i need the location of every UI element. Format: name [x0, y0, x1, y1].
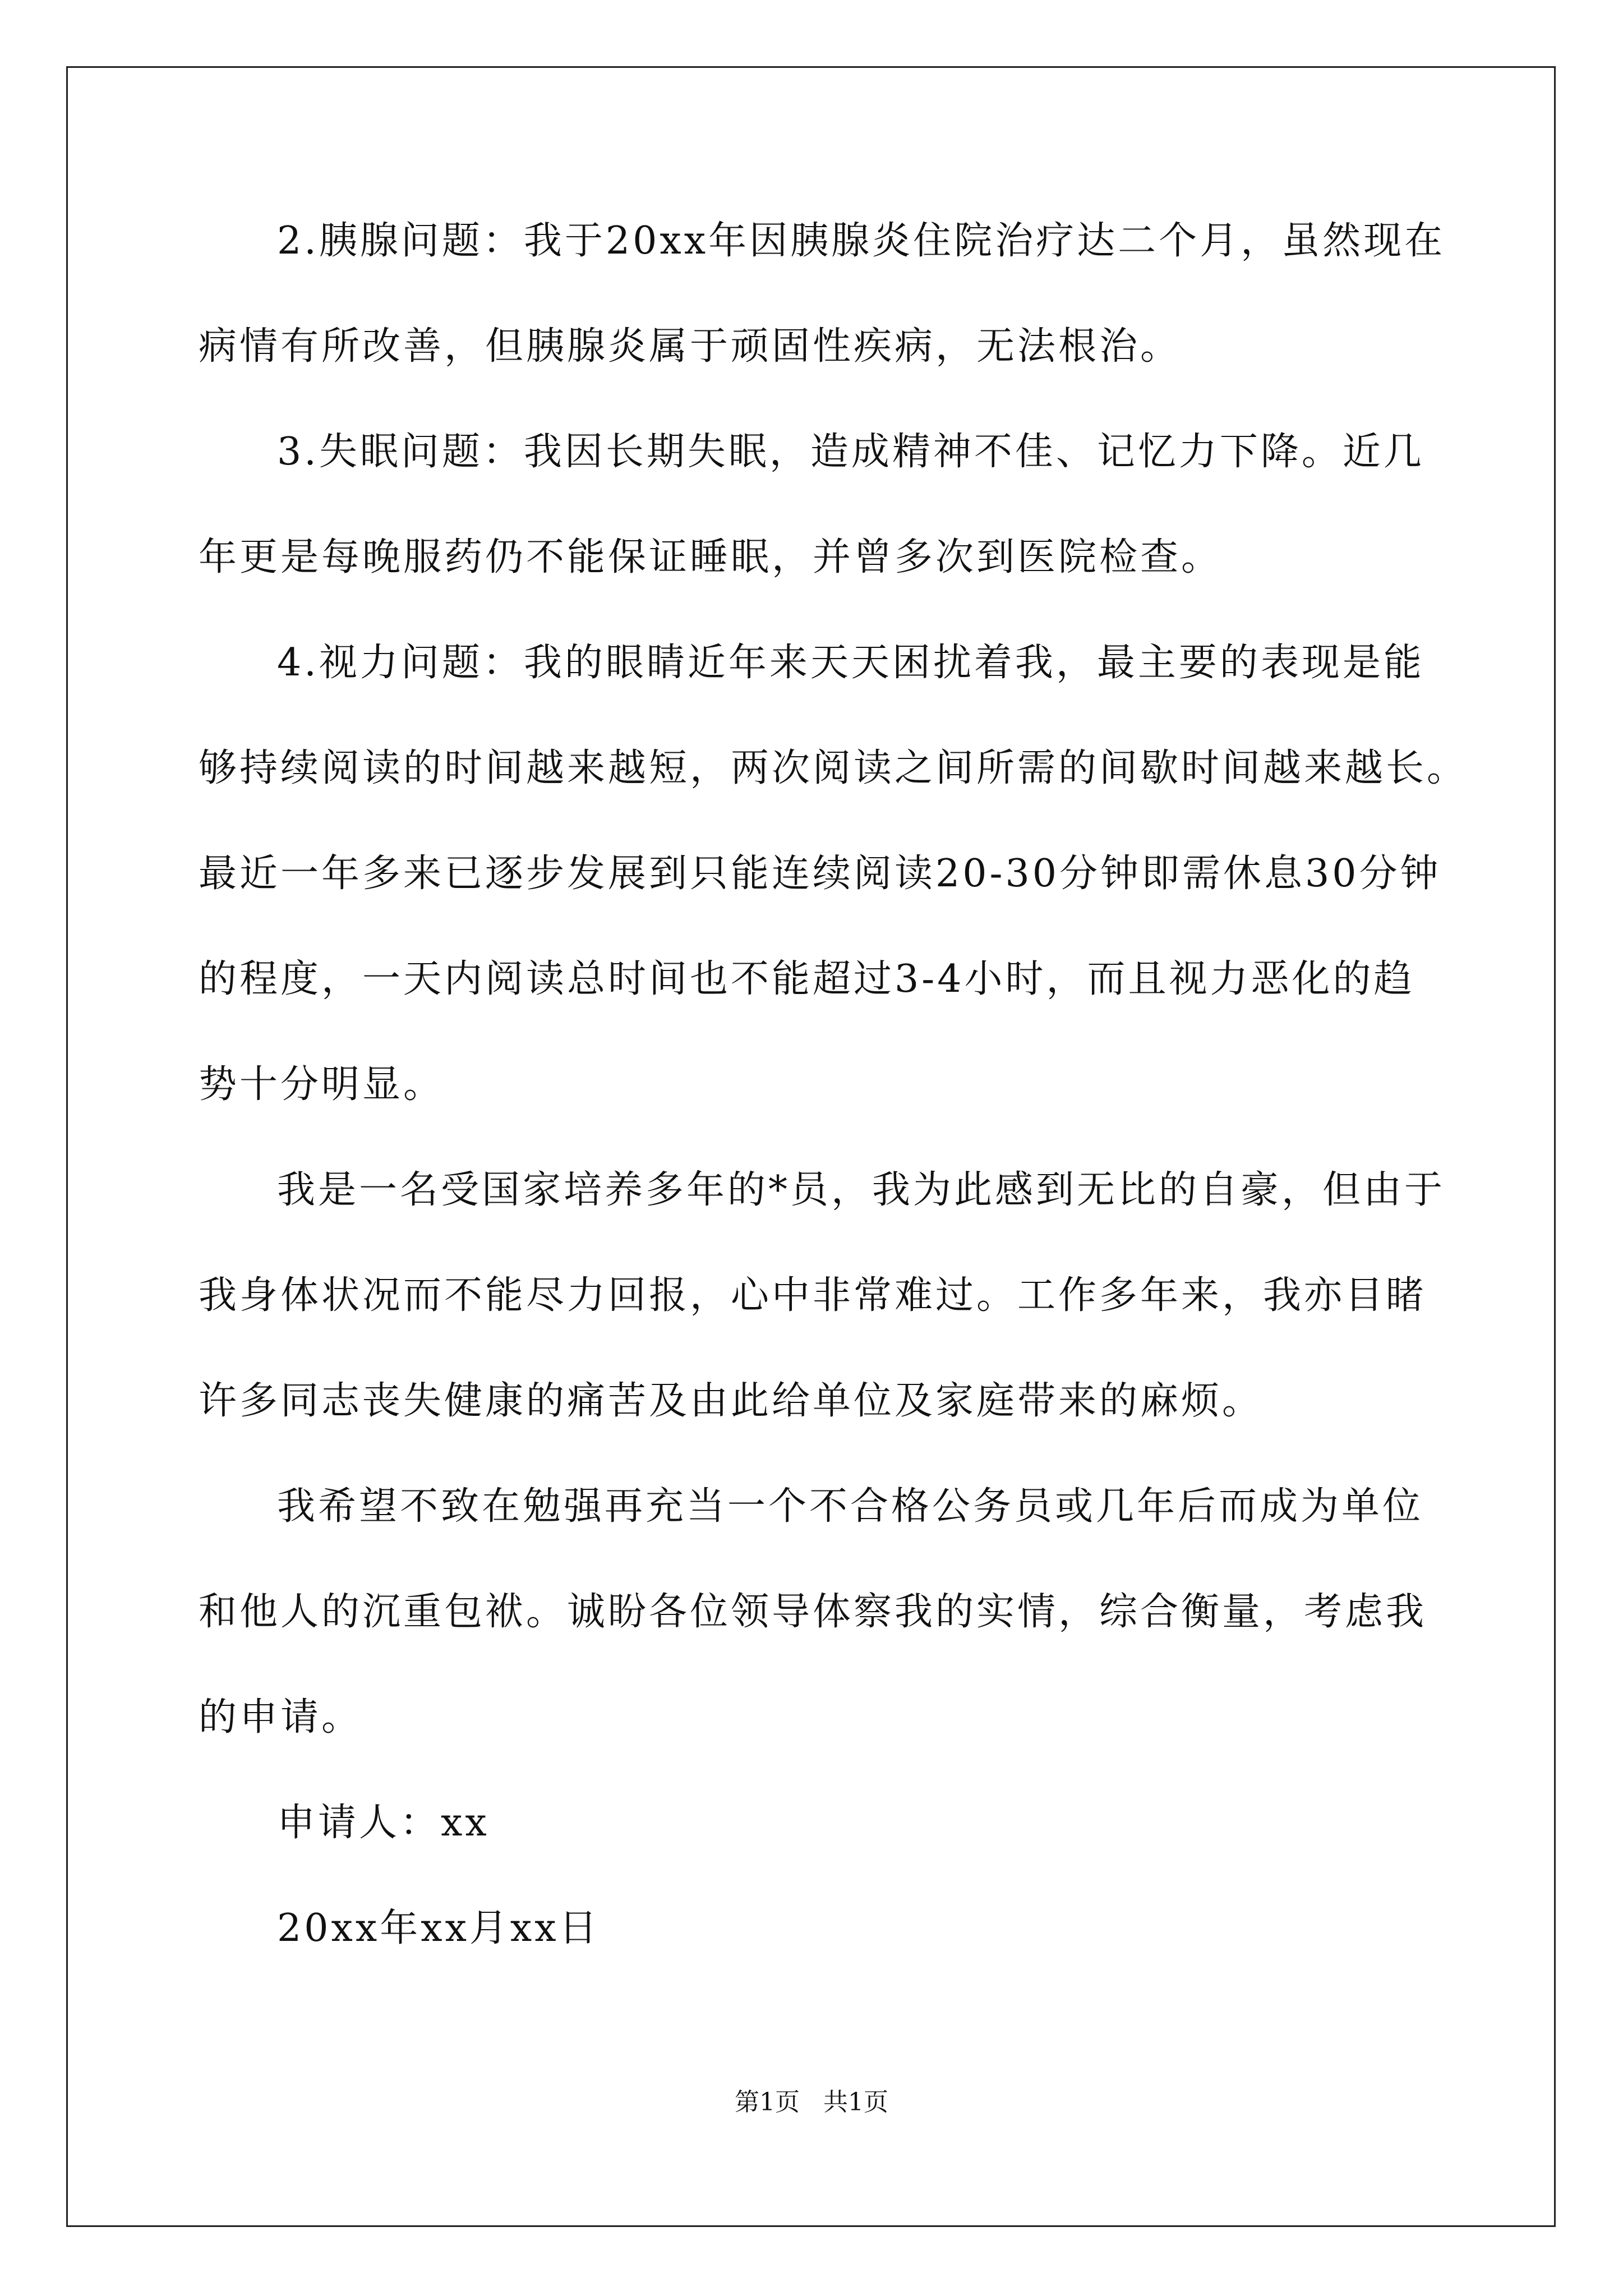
paragraph-member-line-1: 我是一名受国家培养多年的*员，我为此感到无比的自豪，但由于 [277, 1168, 1446, 1212]
page-number: 第1页 共1页 [735, 2088, 888, 2116]
paragraph-member-line-3: 许多同志丧失健康的痛苦及由此给单位及家庭带来的麻烦。 [199, 1379, 1264, 1423]
paragraph-insomnia-line-1: 3.失眠问题：我因长期失眠，造成精神不佳、记忆力下降。近几 [277, 430, 1424, 474]
paragraph-vision-line-2: 够持续阅读的时间越来越短，两次阅读之间所需的间歇时间越来越长。 [199, 746, 1468, 790]
page-border [66, 66, 1556, 2227]
paragraph-request-line-1: 我希望不致在勉强再充当一个不合格公务员或几年后而成为单位 [277, 1484, 1424, 1529]
paragraph-member-line-2: 我身体状况而不能尽力回报，心中非常难过。工作多年来，我亦目睹 [199, 1273, 1427, 1318]
paragraph-pancreas-line-2: 病情有所改善，但胰腺炎属于顽固性疾病，无法根治。 [199, 324, 1182, 369]
paragraph-vision-line-1: 4.视力问题：我的眼睛近年来天天困扰着我，最主要的表现是能 [277, 641, 1424, 685]
paragraph-vision-line-3: 最近一年多来已逐步发展到只能连续阅读20-30分钟即需休息30分钟 [199, 852, 1441, 896]
paragraph-request-line-3: 的申请。 [199, 1695, 363, 1740]
paragraph-insomnia-line-2: 年更是每晚服药仍不能保证睡眠，并曾多次到医院检查。 [199, 535, 1223, 579]
paragraph-vision-line-5: 势十分明显。 [199, 1062, 445, 1107]
applicant-signature: 申请人：xx [277, 1801, 490, 1845]
paragraph-vision-line-4: 的程度，一天内阅读总时间也不能超过3-4小时，而且视力恶化的趋 [199, 957, 1415, 1001]
paragraph-request-line-2: 和他人的沉重包袱。诚盼各位领导体察我的实情，综合衡量，考虑我 [199, 1590, 1427, 1634]
signature-date: 20xx年xx月xx日 [277, 1906, 600, 1950]
paragraph-pancreas-line-1: 2.胰腺问题：我于20xx年因胰腺炎住院治疗达二个月，虽然现在 [277, 219, 1446, 263]
